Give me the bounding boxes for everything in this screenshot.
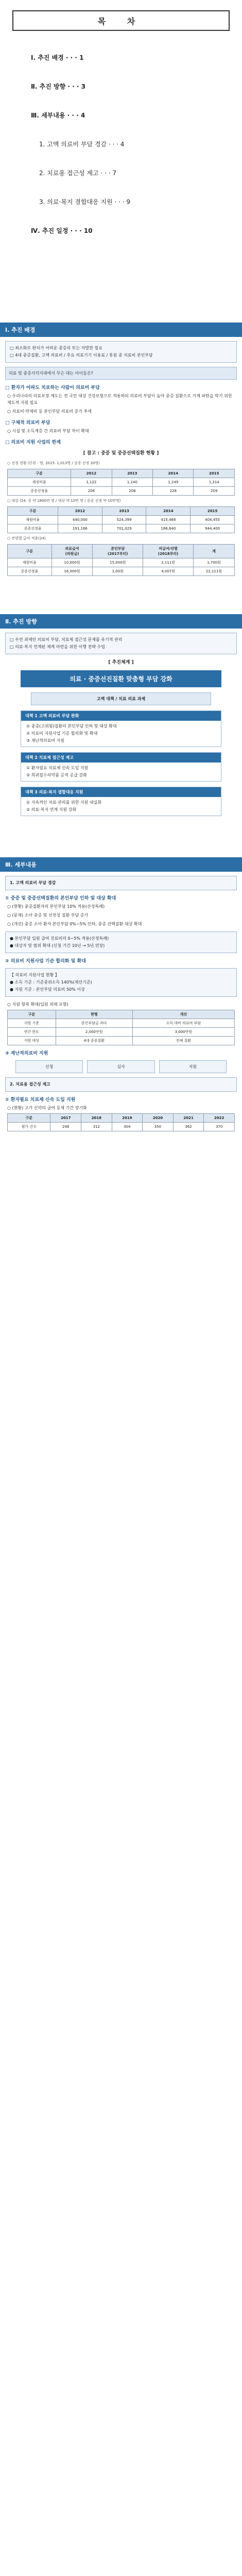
table-cell: 재정비율: [8, 478, 71, 487]
table-1: [7, 469, 235, 496]
table-header: 2022: [204, 1114, 235, 1123]
table-cell: 3,000만원: [132, 1028, 234, 1037]
table-header: 현행: [56, 1010, 132, 1019]
table-row: [8, 1028, 235, 1037]
table-cell: 191,166: [58, 524, 102, 533]
table-row: [8, 478, 235, 487]
table-cell: 701,029: [102, 524, 146, 533]
table-cell: 206: [71, 487, 112, 496]
toc-item[interactable]: Ⅱ. 추진 방향 · · · 3: [31, 83, 85, 90]
table-cell: 1,00원: [93, 567, 143, 576]
table-header: 2015: [194, 469, 235, 478]
task-1: [21, 710, 221, 747]
table-cell: 평가 건수: [8, 1123, 50, 1131]
task-item: ③ 재난적의료비 지원: [26, 738, 65, 743]
section-1-h2: □ 구체적 의료비 부담: [5, 420, 50, 426]
section-3-box2: 【 의료비 지원사업 현황 】 ● 소득 기준 : 기준중위소득 140%(재산기준) ● 지원 기준 : 본인부담 의료비 50% 이상: [5, 968, 237, 997]
task1-heading: 1. 고액 의료비 부담 경감: [5, 876, 237, 890]
table-cell: 2,000만원: [56, 1028, 132, 1037]
table-header: 개선: [132, 1010, 234, 1019]
toc-item[interactable]: Ⅰ. 추진 배경 · · · 1: [31, 54, 84, 61]
section-3-p5: ○ (현황) 고가 신약의 급여 등재 기간 장기화: [7, 1106, 87, 1110]
section-3-p4: ○ 지원 항목 확대(입원 외래 포함): [7, 1002, 68, 1007]
table-cell: 362: [173, 1123, 204, 1131]
table-cell: 404,455: [191, 516, 235, 524]
table-row: [8, 1037, 235, 1045]
toc-item[interactable]: Ⅲ. 세부내용 · · · 4: [31, 112, 85, 119]
table-row: [8, 524, 235, 533]
toc-subitem[interactable]: 2. 치료용 접근성 제고 · · · 7: [39, 170, 116, 177]
section-1-question: 의료 및 중증사각지대에서 무슨 대는 아이들은?: [5, 367, 237, 380]
table-cell: 본인부담금 과다: [56, 1019, 132, 1028]
table-cell: 415,468: [146, 516, 191, 524]
table-cell: 1,314: [194, 478, 235, 487]
task2-heading: 2. 치료용 접근성 제고: [5, 1077, 237, 1092]
table-4: [7, 1010, 235, 1045]
table-cell: 연간 한도: [8, 1028, 56, 1037]
table-cell: 16,000원: [51, 567, 93, 576]
table-cell: 15,000원: [93, 558, 143, 567]
section-3-p3: ○ (개선) 중증 소아 환자 본인부담 0%~5% 인하, 중증 선택질환 대상 확대: [7, 922, 142, 926]
table-cell: 재원비율: [8, 558, 52, 567]
table-header: 구분: [8, 545, 52, 558]
table-cell: 4대 중증질환: [56, 1037, 132, 1045]
table-cell: 944,400: [191, 524, 235, 533]
section-3-head: Ⅲ. 세부내용: [0, 857, 242, 872]
table-cell: 4,007원: [143, 567, 194, 576]
task-3: [21, 787, 221, 816]
table-row: [8, 567, 235, 576]
section-1-p1: ○ 우리나라의 의료보장 제도는 전 국민 대상 건강보험으로 적용하되 의료비 부담이 높아 중증 질환으로 가계 파탄을 막기 위한 제도적 지원 필요: [7, 394, 232, 405]
table-header: 2012: [71, 469, 112, 478]
table-2-caption: ○ 대상 (24. 중 약 1800만 명 / 대상 약 10만 명 / 중증 선정 약 10만명): [7, 499, 121, 503]
table-cell: 1,140: [112, 478, 152, 487]
vision-banner: 의료 · 중증선진질환 맞춤형 부담 강화: [21, 670, 221, 687]
table-cell: 228: [153, 487, 194, 496]
task-item: ① 지속적인 치료·관리를 위한 지원 내실화: [26, 800, 102, 805]
table-cell: 2,111원: [143, 558, 194, 567]
table-1-title: [ 참고 : 중증 및 중증선택질환 현황 ]: [83, 451, 159, 456]
table-header: 본인부담 (2017부터): [93, 545, 143, 558]
section-3-h4: ① 환자필요 치료제 신속 도입 지원: [5, 1097, 76, 1103]
table-cell: 중증선정율: [8, 487, 71, 496]
table-cell: 166,640: [146, 524, 191, 533]
table-header: 2014: [153, 469, 194, 478]
flow-diagram: [15, 1060, 227, 1073]
section-3-h3: ③ 재난적의료비 지원: [5, 1051, 48, 1056]
table-header: 구분: [8, 1010, 56, 1019]
table-5: [7, 1113, 235, 1131]
table-header: 구분: [8, 507, 58, 516]
table-header: 2021: [173, 1114, 204, 1123]
toc-item[interactable]: Ⅳ. 추진 일정 · · · 10: [31, 227, 93, 234]
flow-step: 지원: [159, 1060, 227, 1073]
table-1-caption: ○ 선정 현황 (단위 : 명, 2015. 1,013명 / 중증 선정 20명): [7, 461, 100, 465]
table-cell: 350: [143, 1123, 174, 1131]
task-item: ① 중증(고위험)질환의 본인부담 인하 및 대상 확대: [26, 724, 117, 728]
table-header: 계: [194, 545, 235, 558]
task-title: 대책 3 의료·복지 결합대응 지원: [21, 787, 221, 797]
table-cell: 중증선정율: [8, 567, 52, 576]
table-cell: 209: [194, 487, 235, 496]
table-row: [8, 1123, 235, 1131]
task-item: ② 희귀필수의약품 공적 공급 강화: [26, 773, 87, 777]
section-2-head: Ⅱ. 추진 방향: [0, 614, 242, 629]
table-header: 구분: [8, 469, 71, 478]
toc-subitem[interactable]: 3. 의료·복지 결합대응 지원 · · · 9: [39, 198, 130, 206]
table-row: [8, 516, 235, 524]
toc-list: [31, 43, 242, 245]
table-2: [7, 506, 235, 533]
table-header: 2012: [58, 507, 102, 516]
table-cell: 312: [81, 1123, 112, 1131]
table-3-caption: ○ 연령별 급여 적용(24): [7, 536, 46, 540]
table-cell: 10,000원: [51, 558, 93, 567]
table-cell: 246: [50, 1123, 81, 1131]
task-item: ② 의료·복지 연계 지원 강화: [26, 807, 77, 812]
toc-subitem[interactable]: 1. 고액 의료비 부담 경감 · · · 4: [39, 141, 125, 148]
table-cell: 중증선정율: [8, 524, 58, 533]
table-header: 2017: [50, 1114, 81, 1123]
table-cell: 524,399: [102, 516, 146, 524]
table-header: 비급여/선별 (2018부터): [143, 545, 194, 558]
table-header: 2013: [102, 507, 146, 516]
section-1-h3: □ 의료비 지원 사업의 한계: [5, 440, 61, 445]
section-3-h2: ② 의료비 지원사업 기준 합리화 및 확대: [5, 959, 86, 964]
table-row: [8, 1019, 235, 1028]
table-cell: 1,700원: [194, 558, 235, 567]
flow-step: 신청: [15, 1060, 83, 1073]
goal-bar: 고액 대책 / 치료 의료 과제: [31, 692, 211, 705]
table-header: 2013: [112, 469, 152, 478]
table-cell: 소득 대비 의료비 부담: [132, 1019, 234, 1028]
table-header: 2020: [143, 1114, 174, 1123]
table-header: 2015: [191, 507, 235, 516]
table-header: 2014: [146, 507, 191, 516]
table-header: 2019: [112, 1114, 143, 1123]
vision-label: [ 추진체계 ]: [108, 660, 134, 665]
table-header: 구분: [8, 1114, 50, 1123]
table-cell: 370: [204, 1123, 235, 1131]
table-3: [7, 544, 235, 576]
section-3-p2: ○ (문제) 소아 중증 및 선천성 질환 부담 증가: [7, 913, 89, 918]
toc-title: 목 차: [12, 10, 230, 31]
table-cell: 지원 기준: [8, 1019, 56, 1028]
table-cell: 1,122: [71, 478, 112, 487]
table-cell: 전체 질환: [132, 1037, 234, 1045]
section-1-summary: □ 최소화로 완치가 어려운 중증의 또는 저발한 필요 □ 4대 중증질환, 고액 의료비 / 주요 의료기기 이용료 / 통원 중 치료비 본인부담: [5, 341, 237, 363]
task-2: [21, 752, 221, 782]
table-cell: 1,249: [153, 478, 194, 487]
section-1-p3: ○ 시설 및 소득계층 간 의료비 부담 차이 확대: [7, 429, 89, 433]
flow-step: 심사: [87, 1060, 154, 1073]
section-1-head: Ⅰ. 추진 배경: [0, 323, 242, 337]
table-header: 의료급여 (의원급): [51, 545, 93, 558]
table-row: [8, 558, 235, 567]
section-3-p1: ○ (현황) 중증질환자의 본인부담 10% 적용(산정특례): [7, 904, 105, 909]
table-header: 2018: [81, 1114, 112, 1123]
task-item: ② 의료비 지원사업 기준 합리화 및 확대: [26, 731, 98, 736]
table-row: [8, 487, 235, 496]
section-2-summary: □ 우연 과제인 의료비 부담, 치료제 접근성 문제를 유기적 관리 □ 의료·복지 연계된 체계 마련을 위한 이행 전략 수립: [5, 633, 237, 654]
table-cell: 440,000: [58, 516, 102, 524]
table-cell: 지원 대상: [8, 1037, 56, 1045]
table-cell: 재원비율: [8, 516, 58, 524]
task-title: 대책 1 고액 의료비 부담 완화: [21, 711, 221, 721]
section-3-box1: ● 본인부담 입원 급여 진료비의 0~5% 적용(산정특례) ● 대상자 및 범위 확대 (신청 기간 10년 → 5년 연장): [5, 931, 237, 953]
section-1-p2: ○ 치료비·약제비 등 본인부담 의료비 증가 추세: [7, 409, 92, 414]
table-cell: 208: [112, 487, 152, 496]
table-cell: 22,111원: [194, 567, 235, 576]
table-cell: 304: [112, 1123, 143, 1131]
task-title: 대책 2 치료제 접근성 제고: [21, 753, 221, 762]
section-1-h1: □ 환자가 아파도 치료하는 사람이 의료비 부담: [5, 385, 100, 391]
section-3-h1: ① 중증 및 중증선택질환의 본인부담 인하 및 대상 확대: [5, 896, 116, 901]
task-item: ① 환자필요 치료제 신속 도입 지원: [26, 766, 89, 770]
